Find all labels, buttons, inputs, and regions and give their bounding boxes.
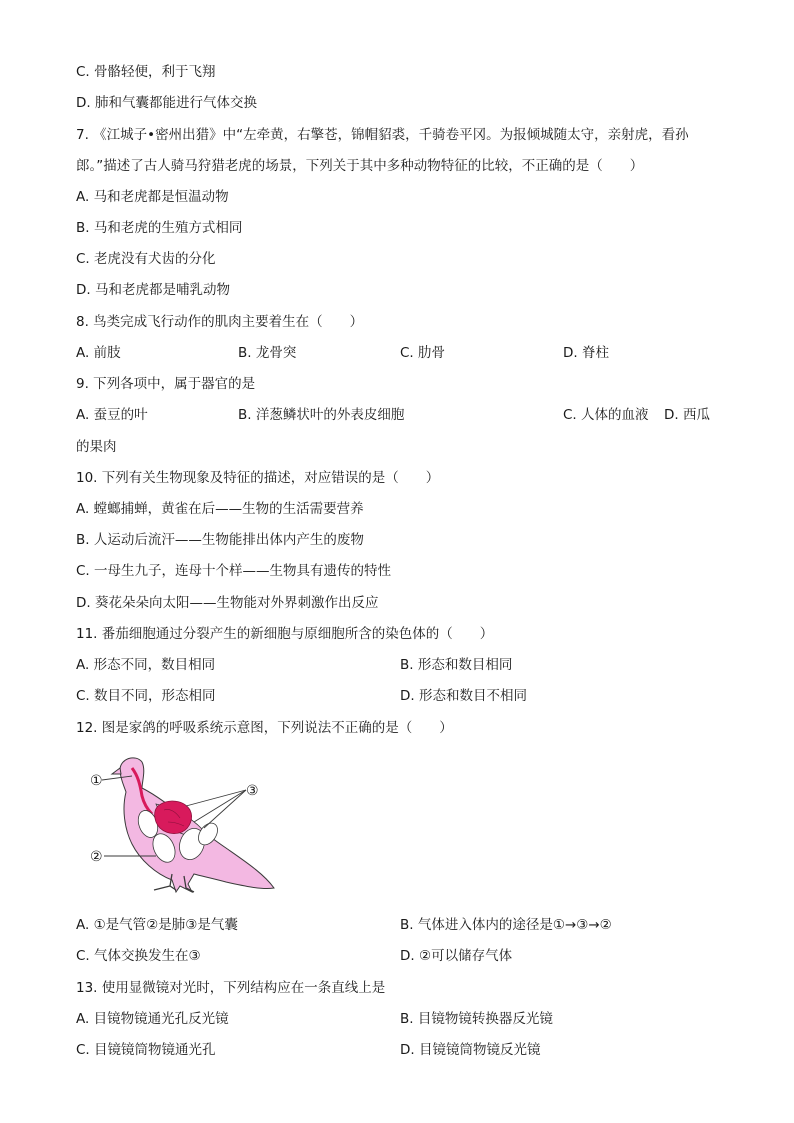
q7-option-c: C. 老虎没有犬齿的分化 [76, 251, 216, 267]
q6-option-c: C. 骨骼轻便，利于飞翔 [76, 64, 216, 80]
q7-stem-line1: 7. 《江城子•密州出猎》中“左牵黄，右擎苍，锦帽貂裘，千骑卷平冈。为报倾城随太守，亲射虎，看孙 [76, 127, 689, 143]
q9-option-d: D. 西瓜 [664, 407, 710, 423]
q10-option-a: A. 螳螂捕蝉，黄雀在后——生物的生活需要营养 [76, 501, 364, 517]
q6-option-d: D. 肺和气囊都能进行气体交换 [76, 95, 257, 111]
q8-option-a: A. 前肢 [76, 345, 121, 361]
q9-option-c: C. 人体的血液 [563, 407, 649, 423]
q10-option-b: B. 人运动后流汗——生物能排出体内产生的废物 [76, 532, 364, 548]
q12-stem: 12. 图是家鸽的呼吸系统示意图，下列说法不正确的是（ ） [76, 720, 453, 736]
q11-option-a: A. 形态不同，数目相同 [76, 657, 216, 673]
pigeon-respiratory-diagram [76, 748, 286, 898]
q13-stem: 13. 使用显微镜对光时，下列结构应在一条直线上是 [76, 980, 386, 996]
q9-option-d-continued: 的果肉 [76, 439, 117, 455]
q10-option-d: D. 葵花朵朵向太阳——生物能对外界刺激作出反应 [76, 595, 379, 611]
leader-line-3b [194, 790, 246, 822]
pigeon-figure-svg [76, 748, 286, 898]
pigeon-beak [112, 768, 121, 774]
figure-label-3: ③ [246, 783, 259, 799]
q12-option-a: A. ①是气管②是肺③是气囊 [76, 917, 238, 933]
q11-option-c: C. 数目不同，形态相同 [76, 688, 216, 704]
q13-option-c: C. 目镜镜筒物镜通光孔 [76, 1042, 216, 1058]
q13-option-a: A. 目镜物镜通光孔反光镜 [76, 1011, 229, 1027]
q11-stem: 11. 番茄细胞通过分裂产生的新细胞与原细胞所含的染色体的（ ） [76, 626, 494, 642]
q13-option-d: D. 目镜镜筒物镜反光镜 [400, 1042, 541, 1058]
q8-option-c: C. 肋骨 [400, 345, 446, 361]
q9-option-b: B. 洋葱鳞状叶的外表皮细胞 [238, 407, 405, 423]
q8-option-d: D. 脊柱 [563, 345, 609, 361]
q10-stem: 10. 下列有关生物现象及特征的描述，对应错误的是（ ） [76, 470, 440, 486]
q12-option-b: B. 气体进入体内的途径是①→③→② [400, 917, 612, 933]
q12-option-d: D. ②可以储存气体 [400, 948, 513, 964]
q9-option-a: A. 蚕豆的叶 [76, 407, 148, 423]
q8-option-b: B. 龙骨突 [238, 345, 297, 361]
q7-option-b: B. 马和老虎的生殖方式相同 [76, 220, 243, 236]
q11-option-b: B. 形态和数目相同 [400, 657, 513, 673]
q11-option-d: D. 形态和数目不相同 [400, 688, 527, 704]
q10-option-c: C. 一母生九子，连母十个样——生物具有遗传的特性 [76, 563, 392, 579]
figure-label-2: ② [90, 849, 103, 865]
q8-stem: 8. 鸟类完成飞行动作的肌肉主要着生在（ ） [76, 314, 364, 330]
q12-option-c: C. 气体交换发生在③ [76, 948, 201, 964]
figure-label-1: ① [90, 773, 103, 789]
q7-option-d: D. 马和老虎都是哺乳动物 [76, 282, 230, 298]
q9-stem: 9. 下列各项中，属于器官的是 [76, 376, 256, 392]
q7-stem-line2: 郎。”描述了古人骑马狩猎老虎的场景，下列关于其中多种动物特征的比较，不正确的是（ ） [76, 158, 644, 174]
q7-option-a: A. 马和老虎都是恒温动物 [76, 189, 229, 205]
q13-option-b: B. 目镜物镜转换器反光镜 [400, 1011, 553, 1027]
